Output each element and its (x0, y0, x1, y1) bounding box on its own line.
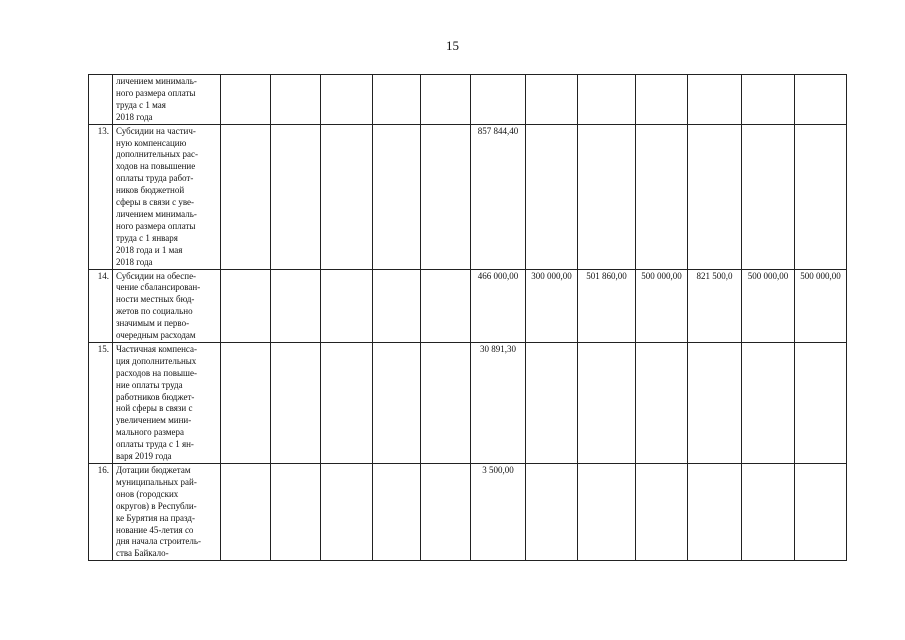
value-cell: 821 500,0 (688, 269, 742, 342)
value-cell (421, 464, 471, 561)
value-cell: 300 000,00 (526, 269, 578, 342)
value-cell (688, 464, 742, 561)
value-cell (373, 342, 421, 463)
value-cell (373, 124, 421, 269)
description-line: муниципальных рай- (116, 476, 197, 487)
value-cell (795, 342, 847, 463)
description-line: 2018 года (116, 256, 153, 267)
value-cell (636, 464, 688, 561)
value-cell: 857 844,40 (471, 124, 526, 269)
value-cell (221, 342, 271, 463)
value-cell (636, 342, 688, 463)
description-line: ке Бурятия на празд- (116, 512, 195, 523)
description-line: ние оплаты труда (116, 379, 183, 390)
value-cell (271, 75, 321, 125)
value-cell (526, 464, 578, 561)
description-line: ности местных бюд- (116, 294, 195, 305)
row-number: 15. (89, 342, 113, 463)
row-number (89, 75, 113, 125)
description-line: Субсидии на обеспе- (116, 270, 197, 281)
value-cell (526, 75, 578, 125)
value-cell (271, 269, 321, 342)
value-cell (221, 75, 271, 125)
description-line: онов (городских (116, 488, 179, 499)
value-cell (742, 124, 795, 269)
description-line: оплаты труда работ- (116, 173, 194, 184)
table-row (89, 464, 847, 561)
description-line: Субсидии на частич- (116, 125, 196, 136)
table-row (89, 75, 847, 125)
description-line: сферы в связи с уве- (116, 197, 195, 208)
value-cell (636, 75, 688, 125)
description-line: ного размера оплаты (116, 220, 196, 231)
description-line: личением минималь- (116, 208, 197, 219)
description-line: варя 2019 года (116, 451, 172, 462)
value-cell: 3 500,00 (471, 464, 526, 561)
value-cell (321, 124, 373, 269)
value-cell (421, 124, 471, 269)
value-cell (221, 269, 271, 342)
row-description (113, 464, 221, 561)
description-line: увеличением мини- (116, 415, 192, 426)
value-cell (526, 124, 578, 269)
value-cell (321, 464, 373, 561)
value-cell: 30 891,30 (471, 342, 526, 463)
value-cell (526, 342, 578, 463)
value-cell (221, 124, 271, 269)
value-cell (795, 75, 847, 125)
value-cell (321, 342, 373, 463)
description-line: дня начала строитель- (116, 536, 201, 547)
value-cell (795, 464, 847, 561)
value-cell (636, 124, 688, 269)
value-cell: 500 000,00 (742, 269, 795, 342)
row-description (113, 269, 221, 342)
value-cell (421, 75, 471, 125)
row-description (113, 75, 221, 125)
value-cell (688, 342, 742, 463)
description-line: расходов на повыше- (116, 367, 197, 378)
value-cell (421, 342, 471, 463)
value-cell (795, 124, 847, 269)
value-cell (271, 124, 321, 269)
description-line: дополнительных рас- (116, 149, 199, 160)
value-cell (321, 269, 373, 342)
value-cell (742, 75, 795, 125)
value-cell (373, 75, 421, 125)
value-cell (742, 464, 795, 561)
description-line: труда с 1 января (116, 232, 178, 243)
value-cell (688, 124, 742, 269)
row-number: 13. (89, 124, 113, 269)
description-line: Частичная компенса- (116, 343, 197, 354)
value-cell (742, 342, 795, 463)
value-cell (321, 75, 373, 125)
description-line: ной сферы в связи с (116, 403, 193, 414)
table-row (89, 124, 847, 269)
value-cell (578, 342, 636, 463)
value-cell: 501 860,00 (578, 269, 636, 342)
description-line: мального размера (116, 427, 184, 438)
description-line: ников бюджетной (116, 185, 185, 196)
description-line: ную компенсацию (116, 137, 187, 148)
description-line: работников бюджет- (116, 391, 195, 402)
description-line: округов) в Республи- (116, 500, 197, 511)
value-cell: 466 000,00 (471, 269, 526, 342)
value-cell (688, 75, 742, 125)
row-number: 14. (89, 269, 113, 342)
description-line: значимым и перво- (116, 318, 190, 329)
value-cell (578, 464, 636, 561)
row-description (113, 124, 221, 269)
value-cell (271, 464, 321, 561)
table-body (89, 75, 847, 561)
page-number: 15 (446, 38, 459, 53)
table-row (89, 342, 847, 463)
row-description (113, 342, 221, 463)
description-line: ства Байкало- (116, 548, 169, 559)
value-cell (421, 269, 471, 342)
value-cell (271, 342, 321, 463)
description-line: чение сбалансирован- (116, 282, 201, 293)
description-line: ходов на повышение (116, 161, 196, 172)
description-line: труда с 1 мая (116, 99, 166, 110)
description-line: жетов по социально (116, 306, 193, 317)
description-line: очередным расходам (116, 330, 196, 341)
budget-table (88, 74, 847, 561)
description-line: ция дополнительных (116, 355, 197, 366)
value-cell (578, 124, 636, 269)
value-cell (471, 75, 526, 125)
value-cell (373, 464, 421, 561)
row-number: 16. (89, 464, 113, 561)
description-line: оплаты труда с 1 ян- (116, 439, 194, 450)
table-row (89, 269, 847, 342)
value-cell: 500 000,00 (795, 269, 847, 342)
description-line: нование 45-летия со (116, 524, 194, 535)
value-cell (221, 464, 271, 561)
description-line: ного размера оплаты (116, 87, 196, 98)
description-line: личением минималь- (116, 76, 197, 86)
description-line: Дотации бюджетам (116, 465, 191, 475)
description-line: 2018 года (116, 111, 153, 122)
value-cell (578, 75, 636, 125)
value-cell: 500 000,00 (636, 269, 688, 342)
description-line: 2018 года и 1 мая (116, 244, 183, 255)
value-cell (373, 269, 421, 342)
